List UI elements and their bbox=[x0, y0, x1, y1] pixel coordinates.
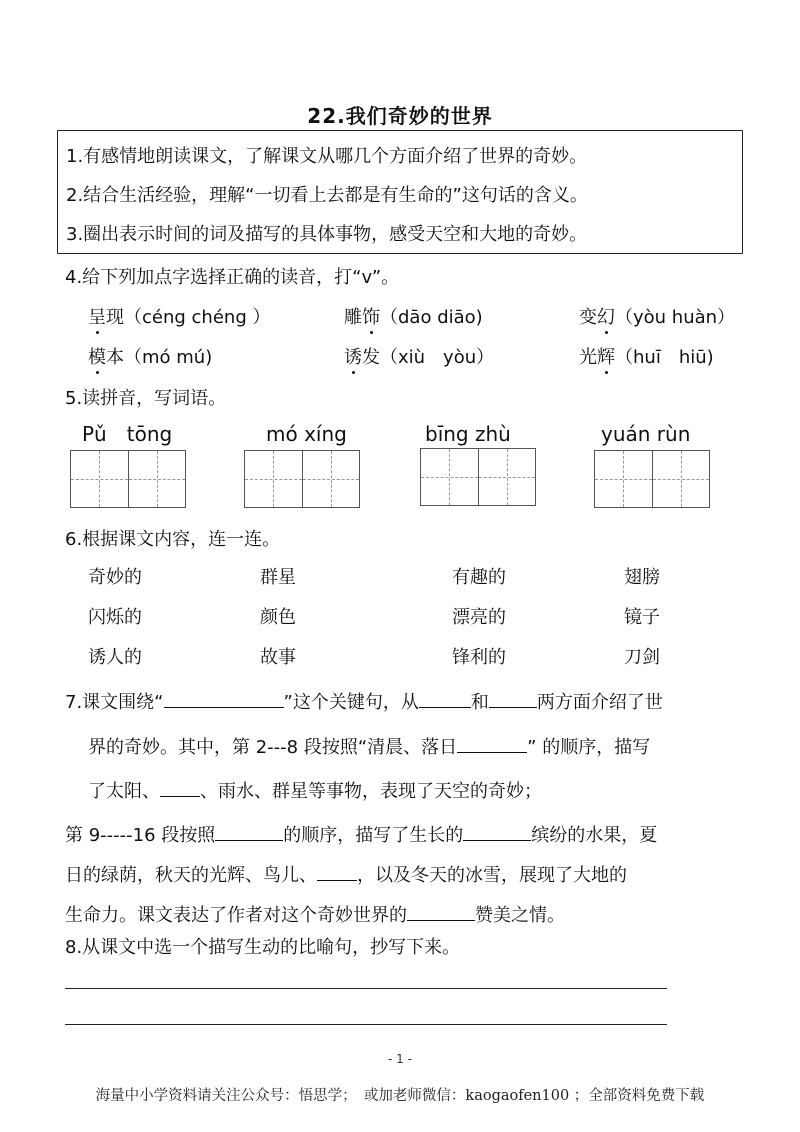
emphasis-dot-char: 呈 bbox=[88, 307, 106, 328]
goal-1: 1.有感情地朗读课文，了解课文从哪几个方面介绍了世界的奇妙。 bbox=[66, 146, 588, 167]
emphasis-dot-char: 饰 bbox=[362, 307, 380, 328]
answer-line-1[interactable] bbox=[65, 988, 667, 989]
match-right-word: 群星 bbox=[260, 567, 296, 588]
goal-2: 2.结合生活经验，理解“一切看上去都是有生命的”这句话的含义。 bbox=[66, 185, 588, 206]
match-left-word: 有趣的 bbox=[452, 567, 506, 588]
pinyin-1: Pǔ tōng bbox=[82, 422, 173, 446]
emphasis-dot-char: 辉 bbox=[597, 347, 615, 368]
q8-heading: 8.从课文中选一个描写生动的比喻句，抄写下来。 bbox=[65, 937, 461, 958]
fill-blank[interactable] bbox=[407, 902, 475, 921]
q5-heading: 5.读拼音，写词语。 bbox=[65, 388, 227, 409]
footer-note: 海量中小学资料请关注公众号：悟思学； 或加老师微信：kaogaofen100 ；全部资料免费下载 bbox=[95, 1088, 705, 1104]
fill-blank[interactable] bbox=[160, 778, 200, 797]
fill-blank[interactable] bbox=[317, 862, 357, 881]
writing-grid-3[interactable] bbox=[420, 448, 536, 506]
q4-item-3: 变幻（yòu huàn） bbox=[579, 307, 736, 328]
q4-item-1: 呈现（céng chéng ） bbox=[88, 307, 271, 328]
answer-line-2[interactable] bbox=[65, 1024, 667, 1025]
match-right-word: 镜子 bbox=[624, 607, 660, 628]
fill-blank[interactable] bbox=[215, 822, 283, 841]
pinyin-4: yuán rùn bbox=[601, 422, 691, 446]
writing-grid-2[interactable] bbox=[244, 450, 360, 508]
emphasis-dot-char: 模 bbox=[88, 347, 106, 368]
q4-heading: 4.给下列加点字选择正确的读音，打“v”。 bbox=[65, 267, 400, 288]
q7-line-4: 第 9-----16 段按照 的顺序，描写了生长的 缤纷的水果，夏 bbox=[65, 822, 657, 848]
fill-blank[interactable] bbox=[164, 689, 284, 708]
q7-line-5: 日的绿荫，秋天的光辉、鸟儿、 ，以及冬天的冰雪，展现了大地的 bbox=[65, 862, 627, 888]
match-right-word: 刀剑 bbox=[624, 647, 660, 668]
match-left-word: 闪烁的 bbox=[88, 607, 142, 628]
q4-item-5: 诱发（xiù yòu） bbox=[344, 347, 495, 368]
writing-grid-4[interactable] bbox=[594, 450, 710, 508]
emphasis-dot-char: 诱 bbox=[344, 347, 362, 368]
match-left-word: 诱人的 bbox=[88, 647, 142, 668]
page-number: - 1 - bbox=[388, 1052, 412, 1066]
goal-3: 3.圈出表示时间的词及描写的具体事物，感受天空和大地的奇妙。 bbox=[66, 224, 588, 245]
fill-blank[interactable] bbox=[457, 734, 527, 753]
q7-line-1: 7.课文围绕“ ”这个关键句，从 和 两方面介绍了世 bbox=[65, 689, 663, 715]
emphasis-dot-char: 幻 bbox=[597, 307, 615, 328]
q4-item-4: 模本（mó mú) bbox=[88, 347, 213, 368]
q7-line-3: 了太阳、 、雨水、群星等事物，表现了天空的奇妙； bbox=[88, 778, 542, 804]
match-right-word: 翅膀 bbox=[624, 567, 660, 588]
q4-item-6: 光辉（huī hiū) bbox=[579, 347, 714, 368]
worksheet-title: 22.我们奇妙的世界 bbox=[307, 104, 493, 128]
fill-blank[interactable] bbox=[463, 822, 531, 841]
match-left-word: 锋利的 bbox=[452, 647, 506, 668]
pinyin-2: mó xíng bbox=[266, 422, 347, 446]
q6-heading: 6.根据课文内容，连一连。 bbox=[65, 529, 281, 550]
learning-goals-box bbox=[57, 130, 743, 254]
q7-line-6: 生命力。课文表达了作者对这个奇妙世界的 赞美之情。 bbox=[65, 902, 565, 928]
match-right-word: 故事 bbox=[260, 647, 296, 668]
q4-item-2: 雕饰（dāo diāo) bbox=[344, 307, 483, 328]
fill-blank[interactable] bbox=[419, 689, 471, 708]
writing-grid-1[interactable] bbox=[70, 450, 186, 508]
match-left-word: 奇妙的 bbox=[88, 567, 142, 588]
fill-blank[interactable] bbox=[489, 689, 537, 708]
pinyin-3: bīng zhù bbox=[425, 422, 511, 446]
match-left-word: 漂亮的 bbox=[452, 607, 506, 628]
match-right-word: 颜色 bbox=[260, 607, 296, 628]
q7-line-2: 界的奇妙。其中，第 2---8 段按照“清晨、落日 ” 的顺序，描写 bbox=[88, 734, 650, 760]
